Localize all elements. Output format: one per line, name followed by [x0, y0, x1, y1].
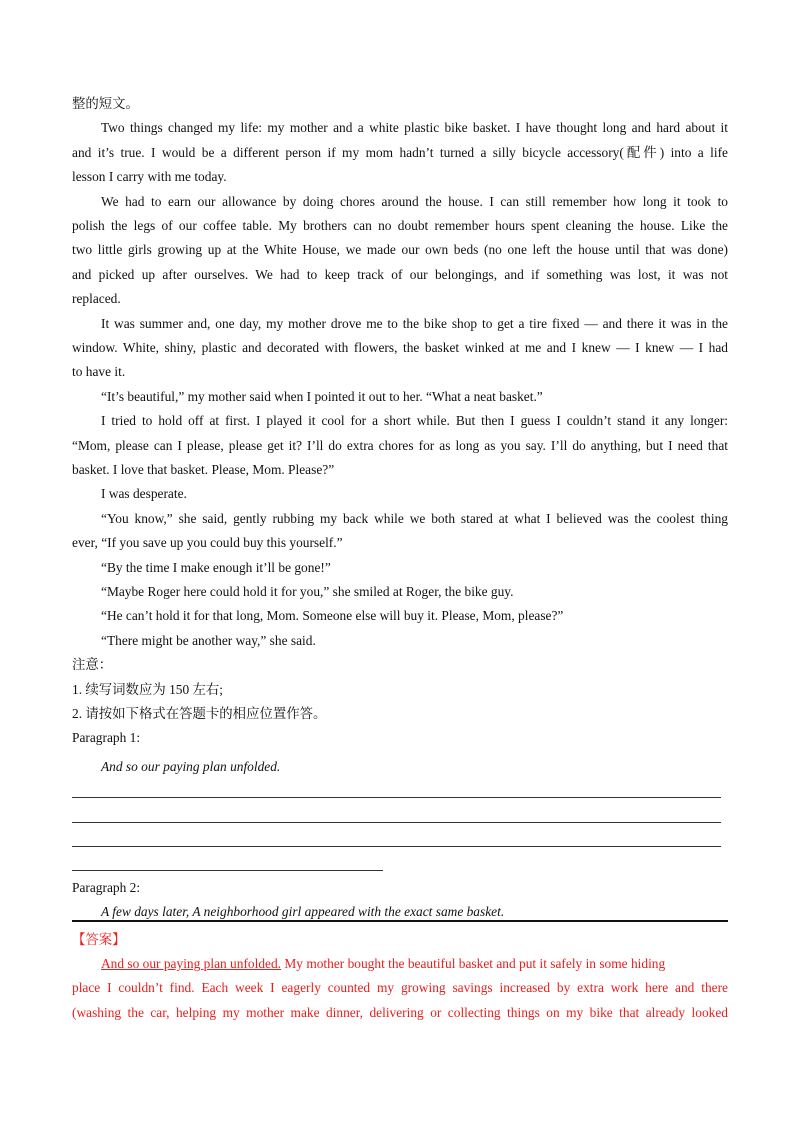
story-paragraph-5-line-2: “Mom, please can I please, please get it? I’ll do extra chores for as long as you say. I’ll do anything, but I need that: [72, 438, 728, 453]
story-paragraph-11: “There might be another way,” she said.: [101, 633, 316, 648]
story-paragraph-7-line-1: “You know,” she said, gently rubbing my back while we both stared at what I believed was the coolest thing: [101, 511, 728, 526]
story-paragraph-1-line-3: lesson I carry with me today.: [72, 169, 227, 184]
section-divider: [72, 920, 728, 922]
story-paragraph-5-line-3: basket. I love that basket. Please, Mom. Please?”: [72, 462, 335, 477]
writing-line: [72, 870, 383, 871]
story-paragraph-2-line-5: replaced.: [72, 291, 121, 306]
story-paragraph-8: “By the time I make enough it’ll be gone!”: [101, 560, 331, 575]
writing-line: [72, 846, 721, 847]
story-paragraph-6: I was desperate.: [101, 486, 187, 501]
story-paragraph-2-line-3: two little girls growing up at the White House, we made our own beds (no one left the house until that was done): [72, 242, 728, 257]
story-paragraph-1-line-2: and it’s true. I would be a different person if my mom hadn’t turned a silly bicycle accessory(配件) into a life: [72, 145, 728, 160]
paragraph-1-label: Paragraph 1:: [72, 730, 141, 745]
story-paragraph-1-line-1: Two things changed my life: my mother and a white plastic bike basket. I have thought long and hard about it: [101, 120, 728, 135]
answer-line-2: place I couldn’t find. Each week I eagerly counted my growing savings increased by extra work here and there: [72, 980, 728, 995]
paragraph-1-opening: And so our paying plan unfolded.: [101, 759, 281, 774]
story-paragraph-2-line-4: and picked up after ourselves. We had to keep track of our belongings, and if something was lost, it was not: [72, 267, 728, 282]
answer-opening-sentence: And so our paying plan unfolded.: [101, 956, 282, 971]
intro-fragment: 整的短文。: [72, 96, 139, 111]
story-paragraph-3-line-1: It was summer and, one day, my mother drove me to the bike shop to get a tire fixed — and there it was in the: [101, 316, 728, 331]
answer-line-3: (washing the car, helping my mother make dinner, delivering or collecting things on my bike that already looked: [72, 1005, 728, 1020]
answer-line-1: [72, 952, 728, 976]
notes-item-2: 2. 请按如下格式在答题卡的相应位置作答。: [72, 706, 327, 721]
writing-line: [72, 822, 721, 823]
story-paragraph-3-line-3: to have it.: [72, 364, 126, 379]
story-paragraph-7-line-2: ever, “If you save up you could buy this yourself.”: [72, 535, 343, 550]
paragraph-2-label: Paragraph 2:: [72, 880, 141, 895]
answer-heading: 【答案】: [72, 932, 126, 947]
notes-heading: 注意：: [72, 657, 113, 672]
story-paragraph-4: “It’s beautiful,” my mother said when I pointed it out to her. “What a neat basket.”: [101, 389, 543, 404]
story-paragraph-5-line-1: I tried to hold off at first. I played it cool for a short while. But then I guess I couldn’t stand it any longer:: [101, 413, 728, 428]
story-paragraph-2-line-1: We had to earn our allowance by doing chores around the house. I can still remember how long it took to: [101, 194, 728, 209]
story-paragraph-3-line-2: window. White, shiny, plastic and decorated with flowers, the basket winked at me and I knew — I knew — I had: [72, 340, 728, 355]
writing-line: [72, 797, 721, 798]
story-paragraph-10: “He can’t hold it for that long, Mom. Someone else will buy it. Please, Mom, please?”: [101, 608, 564, 623]
notes-item-1: 1. 续写词数应为 150 左右;: [72, 682, 224, 697]
story-paragraph-2-line-2: polish the legs of our coffee table. My brothers can no doubt remember hours spent cleaning the house. Like the: [72, 218, 728, 233]
story-paragraph-9: “Maybe Roger here could hold it for you,” she smiled at Roger, the bike guy.: [101, 584, 514, 599]
answer-line-1-rest: My mother bought the beautiful basket and put it safely in some hiding: [281, 956, 666, 971]
paragraph-2-opening: A few days later, A neighborhood girl appeared with the exact same basket.: [101, 904, 505, 919]
